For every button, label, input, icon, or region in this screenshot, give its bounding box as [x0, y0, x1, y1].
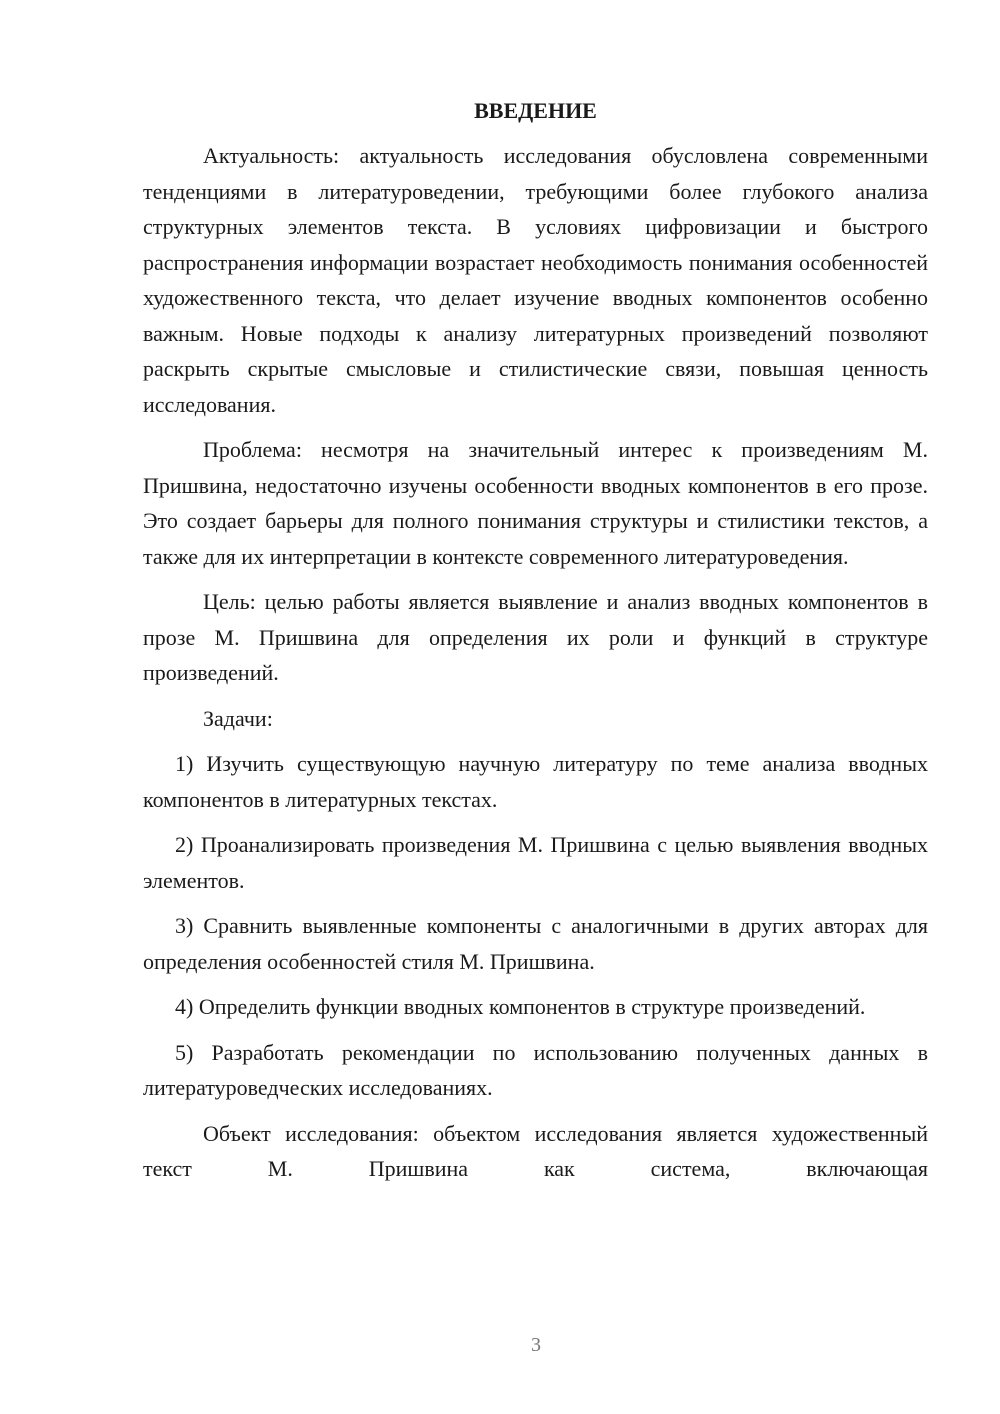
goal-paragraph: Цель: целью работы является выявление и анализ вводных компонентов в прозе М. Пришвина для определения их роли и функций в структуре произведений. [143, 589, 928, 685]
section-heading: ВВЕДЕНИЕ [474, 98, 597, 123]
task-item-1: 1) Изучить существующую научную литературу по теме анализа вводных компонентов в литературных текстах. [143, 751, 928, 812]
task-item-3: 3) Сравнить выявленные компоненты с аналогичными в других авторах для определения особенностей стиля М. Пришвина. [143, 913, 928, 974]
relevance-paragraph: Актуальность: актуальность исследования обусловлена современными тенденциями в литературоведении, требующими более глубокого анализа структурных элементов текста. В условиях цифровизации и быстрого распространения информации возрастает необходимость понимания особенностей художественного текста, что делает изучение вводных компонентов особенно важным. Новые подходы к анализу литературных произведений позволяют раскрыть скрытые смысловые и стилистические связи, повышая ценность исследования. [143, 143, 928, 417]
object-paragraph: Объект исследования: объектом исследования является художественный текст М. Пришвина как система, включающая [143, 1120, 928, 1181]
task-item-5: 5) Разработать рекомендации по использованию полученных данных в литературоведческих исследованиях. [143, 1039, 928, 1100]
tasks-label: Задачи: [203, 705, 273, 731]
problem-paragraph: Проблема: несмотря на значительный интерес к произведениям М. Пришвина, недостаточно изучены особенности вводных компонентов в его прозе. Это создает барьеры для полного понимания структуры и стилистики текстов, а также для их интерпретации в контексте современного литературоведения. [143, 437, 928, 569]
task-item-2: 2) Проанализировать произведения М. Пришвина с целью выявления вводных элементов. [143, 832, 928, 893]
page-number: 3 [531, 1334, 541, 1356]
task-item-4: 4) Определить функции вводных компонентов в структуре произведений. [175, 994, 866, 1019]
page-body [143, 96, 928, 1197]
